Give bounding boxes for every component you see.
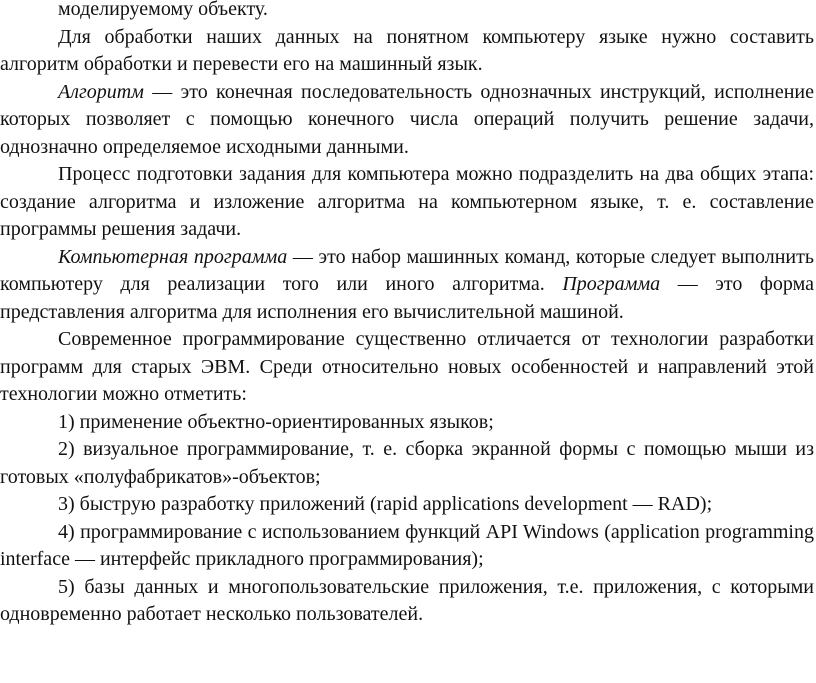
paragraph-modern-programming: Современное программирование существенно отличается от технологии разработки программ для старых ЭВМ. Среди относительно новых особенностей и направлений этой технологии можно отметить: (0, 328, 814, 405)
list-item: 4) программирование с использованием функций API Windows (application programming interface — интерфейс прикладного программирования); (0, 520, 814, 570)
definition-text: — это набор машинных команд, которые следует выполнить компьютеру для реализации того или иного алгоритма. (0, 245, 814, 295)
list-item: 1) применение объектно-ориентированных языков; (58, 410, 494, 433)
term-algorithm: Алгоритм (58, 80, 144, 103)
list-item: 3) быструю разработку приложений (rapid applications development — RAD); (58, 493, 713, 515)
paragraph-continuation: моделируемому объекту. (58, 0, 268, 20)
paragraph-program-definition (0, 244, 814, 327)
definition-text: — это форма представления алгоритма для исполнения его вычислительной машиной. (0, 273, 814, 323)
paragraph-algorithm-definition (0, 79, 814, 162)
list-item: 5) базы данных и многопользовательские приложения, т.е. приложения, с которыми одновременно работает несколько пользователей. (0, 575, 814, 625)
term-computer-program: Компьютерная программа (58, 245, 288, 268)
list-item: 2) визуальное программирование, т. е. сборка экранной формы с помощью мыши из готовых «полуфабрикатов»-объектов; (0, 438, 814, 488)
paragraph-task-preparation: Процесс подготовки задания для компьютера можно подразделить на два общих этапа: создание алгоритма и изложение алгоритма на компьютерном языке, т. е. составление программы решения задачи. (0, 163, 814, 240)
paragraph-algorithm-intro: Для обработки наших данных на понятном компьютеру языке нужно составить алгоритм обработки и перевести его на машинный язык. (0, 25, 814, 75)
term-program: Программа (562, 273, 661, 295)
definition-text: — это конечная последовательность однозначных инструкций, исполнение которых позволяет с помощью конечного числа операций получить решение задачи, однозначно определяемое исходными данными. (0, 80, 814, 158)
